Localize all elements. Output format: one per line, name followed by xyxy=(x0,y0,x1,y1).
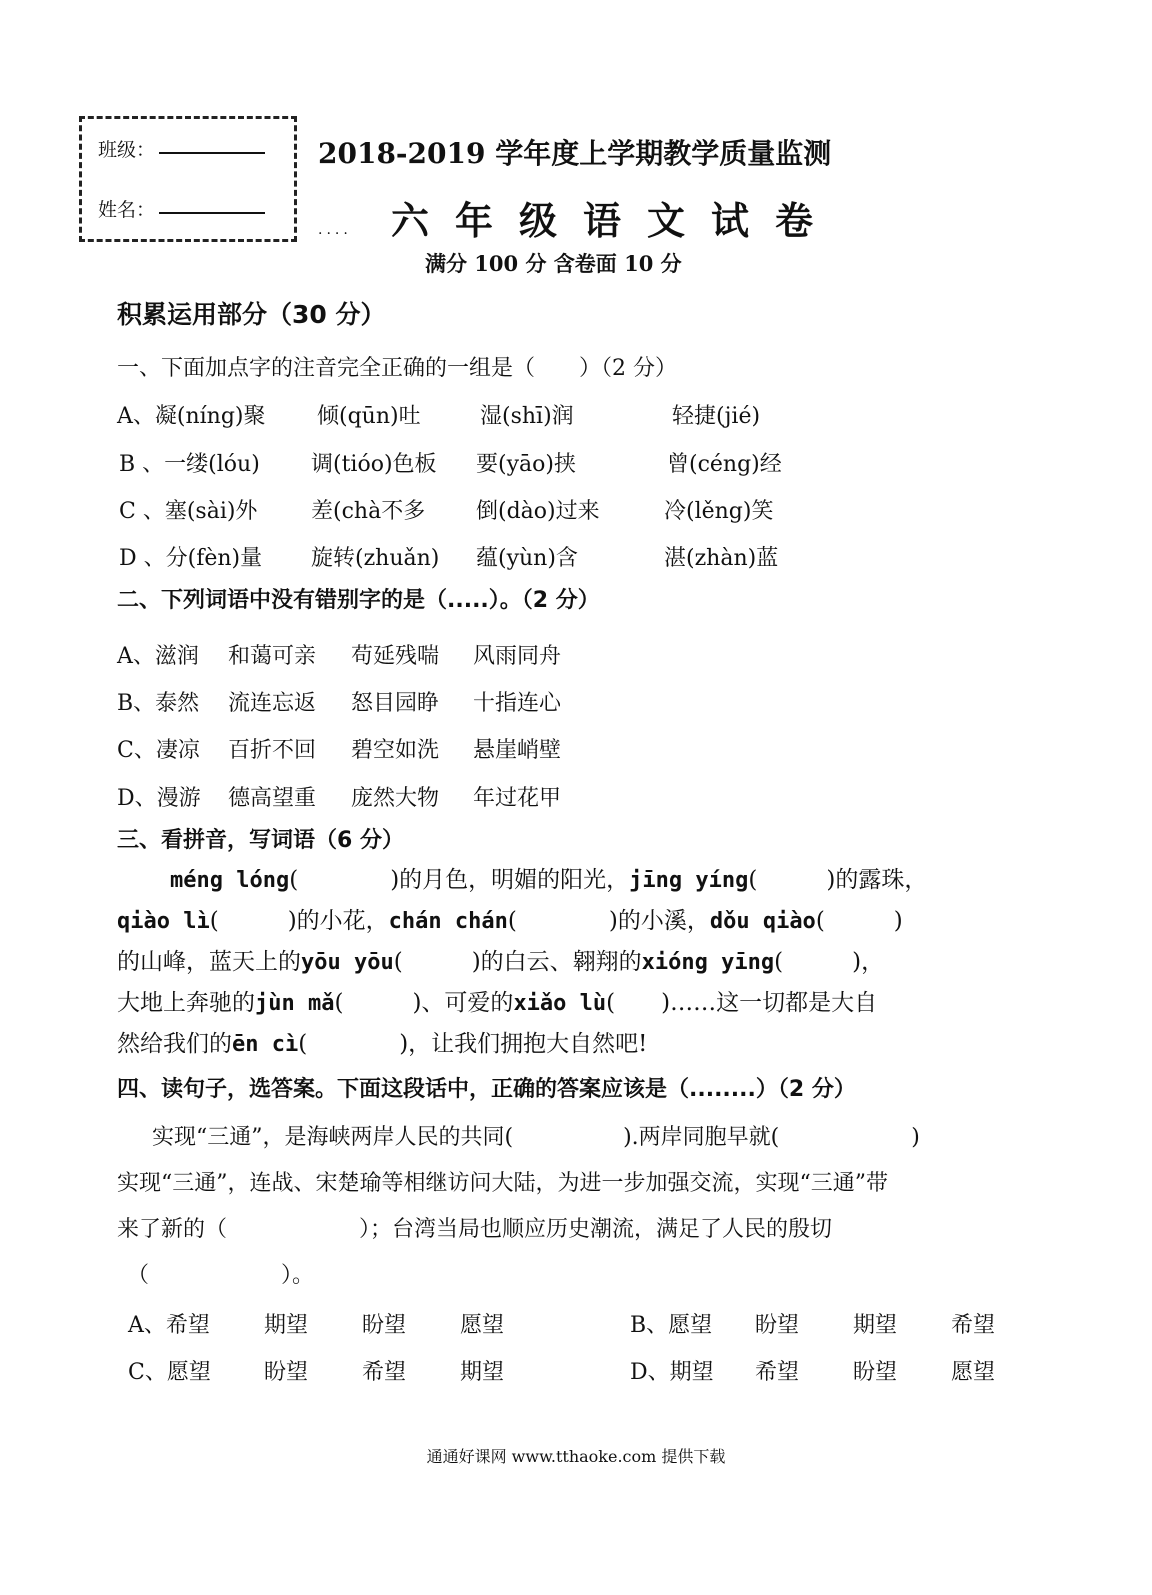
name-label: 姓名： xyxy=(98,199,156,221)
q3-line xyxy=(117,943,884,976)
q4-line: （ ）。 xyxy=(127,1263,315,1288)
q2-option: 苟延残喘 xyxy=(351,644,440,669)
name-field xyxy=(98,195,265,222)
q2-prompt: 二、下列词语中没有错别字的是（.....）。（2 分） xyxy=(117,588,600,613)
q4-line: 来了新的（ ）；台湾当局也顺应历史潮流，满足了人民的殷切 xyxy=(117,1217,833,1242)
exam-title-text: 六年级语文试卷 xyxy=(391,198,840,243)
q3-line xyxy=(117,984,877,1017)
section-title: 积累运用部分（30 分） xyxy=(117,300,386,329)
q1-option: C 、塞(sài)外 xyxy=(119,499,258,524)
q4-line: 实现“三通”，连战、宋楚瑜等相继访问大陆，为进一步加强交流，实现“三通”带 xyxy=(117,1171,888,1196)
class-field xyxy=(98,135,265,162)
q2-option: C、凄凉 xyxy=(117,738,200,763)
class-blank xyxy=(159,148,265,154)
passage-text: ( )的月色，明媚的阳光， xyxy=(289,867,630,893)
q4-option: 愿望 xyxy=(460,1313,505,1338)
q3-line xyxy=(170,861,927,894)
q1-option: 曾(céng)经 xyxy=(667,452,782,477)
q2-option: 悬崖峭壁 xyxy=(473,738,562,763)
pinyin-word: jùn mǎ xyxy=(255,991,335,1016)
pinyin-word: dǒu qiào xyxy=(709,909,816,934)
q1-option: 调(tióo)色板 xyxy=(311,452,437,477)
page-footer: 通通好课网 www.tthaoke.com 提供下载 xyxy=(426,1447,726,1466)
pinyin-word: yōu yōu xyxy=(301,950,394,975)
pinyin-word: xiǎo lù xyxy=(513,991,607,1016)
q2-option: 庞然大物 xyxy=(351,786,440,811)
q1-option: 蕴(yùn)含 xyxy=(476,546,578,571)
q2-option: 百折不回 xyxy=(228,738,317,763)
q3-line xyxy=(117,1025,647,1058)
q2-option: 碧空如洗 xyxy=(351,738,440,763)
q4-option: 期望 xyxy=(460,1360,505,1385)
q1-option: B 、一缕(lóu) xyxy=(119,452,260,477)
passage-text: ( )的白云、翱翔的 xyxy=(393,949,642,975)
q1-prompt: 一、下面加点字的注音完全正确的一组是（ ）（2 分） xyxy=(117,356,677,381)
q3-line xyxy=(117,902,903,935)
q2-option: 年过花甲 xyxy=(473,786,562,811)
passage-text: ( )、可爱的 xyxy=(334,990,514,1016)
q4-option: 期望 xyxy=(853,1313,898,1338)
passage-text: 大地上奔驰的 xyxy=(117,990,255,1016)
pinyin-word: xióng yīng xyxy=(641,950,775,975)
exam-title xyxy=(318,190,839,245)
q4-option: C、愿望 xyxy=(128,1360,211,1385)
q1-option: 湛(zhàn)蓝 xyxy=(664,546,779,571)
class-label: 班级： xyxy=(98,139,156,161)
q2-option: B、泰然 xyxy=(117,691,200,716)
q2-option: D、漫游 xyxy=(117,786,201,811)
exam-subtitle: 满分 100 分 含卷面 10 分 xyxy=(425,251,682,276)
q4-option: 盼望 xyxy=(755,1313,800,1338)
name-blank xyxy=(159,208,265,214)
q2-option: A、滋润 xyxy=(117,644,199,669)
student-info-box xyxy=(79,116,297,242)
pinyin-word: jīng yíng xyxy=(629,868,749,893)
passage-text: ( )，让我们拥抱大自然吧! xyxy=(298,1031,648,1057)
q3-prompt: 三、看拼音，写词语（6 分） xyxy=(117,828,404,853)
q2-option: 和蔼可亲 xyxy=(228,644,317,669)
pinyin-word: méng lóng xyxy=(170,868,290,893)
exam-header-line: 2018-2019 学年度上学期教学质量监测 xyxy=(318,137,832,170)
q1-option: 湿(shī)润 xyxy=(480,404,574,429)
q1-option: D 、分(fèn)量 xyxy=(119,546,263,571)
q4-prompt: 四、读句子，选答案。下面这段话中，正确的答案应该是（........）（2 分） xyxy=(117,1077,856,1102)
passage-text: ( )的小花， xyxy=(209,908,389,934)
q1-option: 冷(lěng)笑 xyxy=(664,499,774,524)
passage-text: 的山峰，蓝天上的 xyxy=(117,949,301,975)
q4-option: A、希望 xyxy=(128,1313,210,1338)
passage-text: ( )， xyxy=(774,949,885,975)
passage-text: 然给我们的 xyxy=(117,1031,232,1057)
pinyin-word: chán chán xyxy=(388,909,508,934)
q4-option: D、期望 xyxy=(630,1360,714,1385)
q4-option: 盼望 xyxy=(362,1313,407,1338)
q1-option: 差(chà不多 xyxy=(311,499,426,524)
q1-option: A、凝(níng)聚 xyxy=(117,404,266,429)
pinyin-word: qiào lì xyxy=(117,909,210,934)
q1-option: 旋转(zhuǎn) xyxy=(311,546,440,571)
q1-option: 倒(dào)过来 xyxy=(476,499,600,524)
passage-text: ( )……这一切都是大自 xyxy=(606,990,878,1016)
q4-option: 愿望 xyxy=(951,1360,996,1385)
q4-option: 期望 xyxy=(264,1313,309,1338)
q2-option: 流连忘返 xyxy=(228,691,317,716)
q1-option: 要(yāo)挟 xyxy=(476,452,576,477)
q4-option: 希望 xyxy=(755,1360,800,1385)
q1-option: 轻捷(jié) xyxy=(672,404,761,429)
q4-line: 实现“三通”，是海峡两岸人民的共同( ).两岸同胞早就( ) xyxy=(152,1125,920,1150)
q4-option: 希望 xyxy=(951,1313,996,1338)
passage-text: ( )的露珠， xyxy=(748,867,928,893)
q1-option: 倾(qūn)吐 xyxy=(317,404,421,429)
q4-option: B、愿望 xyxy=(630,1313,713,1338)
q2-option: 怒目园睁 xyxy=(351,691,440,716)
passage-text: ( )的小溪， xyxy=(507,908,710,934)
q2-option: 风雨同舟 xyxy=(473,644,562,669)
q4-option: 盼望 xyxy=(264,1360,309,1385)
q2-option: 十指连心 xyxy=(473,691,562,716)
title-dots: .... xyxy=(318,222,352,238)
q2-option: 德高望重 xyxy=(228,786,317,811)
passage-text: ( ) xyxy=(815,908,903,934)
q4-option: 盼望 xyxy=(853,1360,898,1385)
q4-option: 希望 xyxy=(362,1360,407,1385)
pinyin-word: ēn cì xyxy=(232,1032,299,1057)
